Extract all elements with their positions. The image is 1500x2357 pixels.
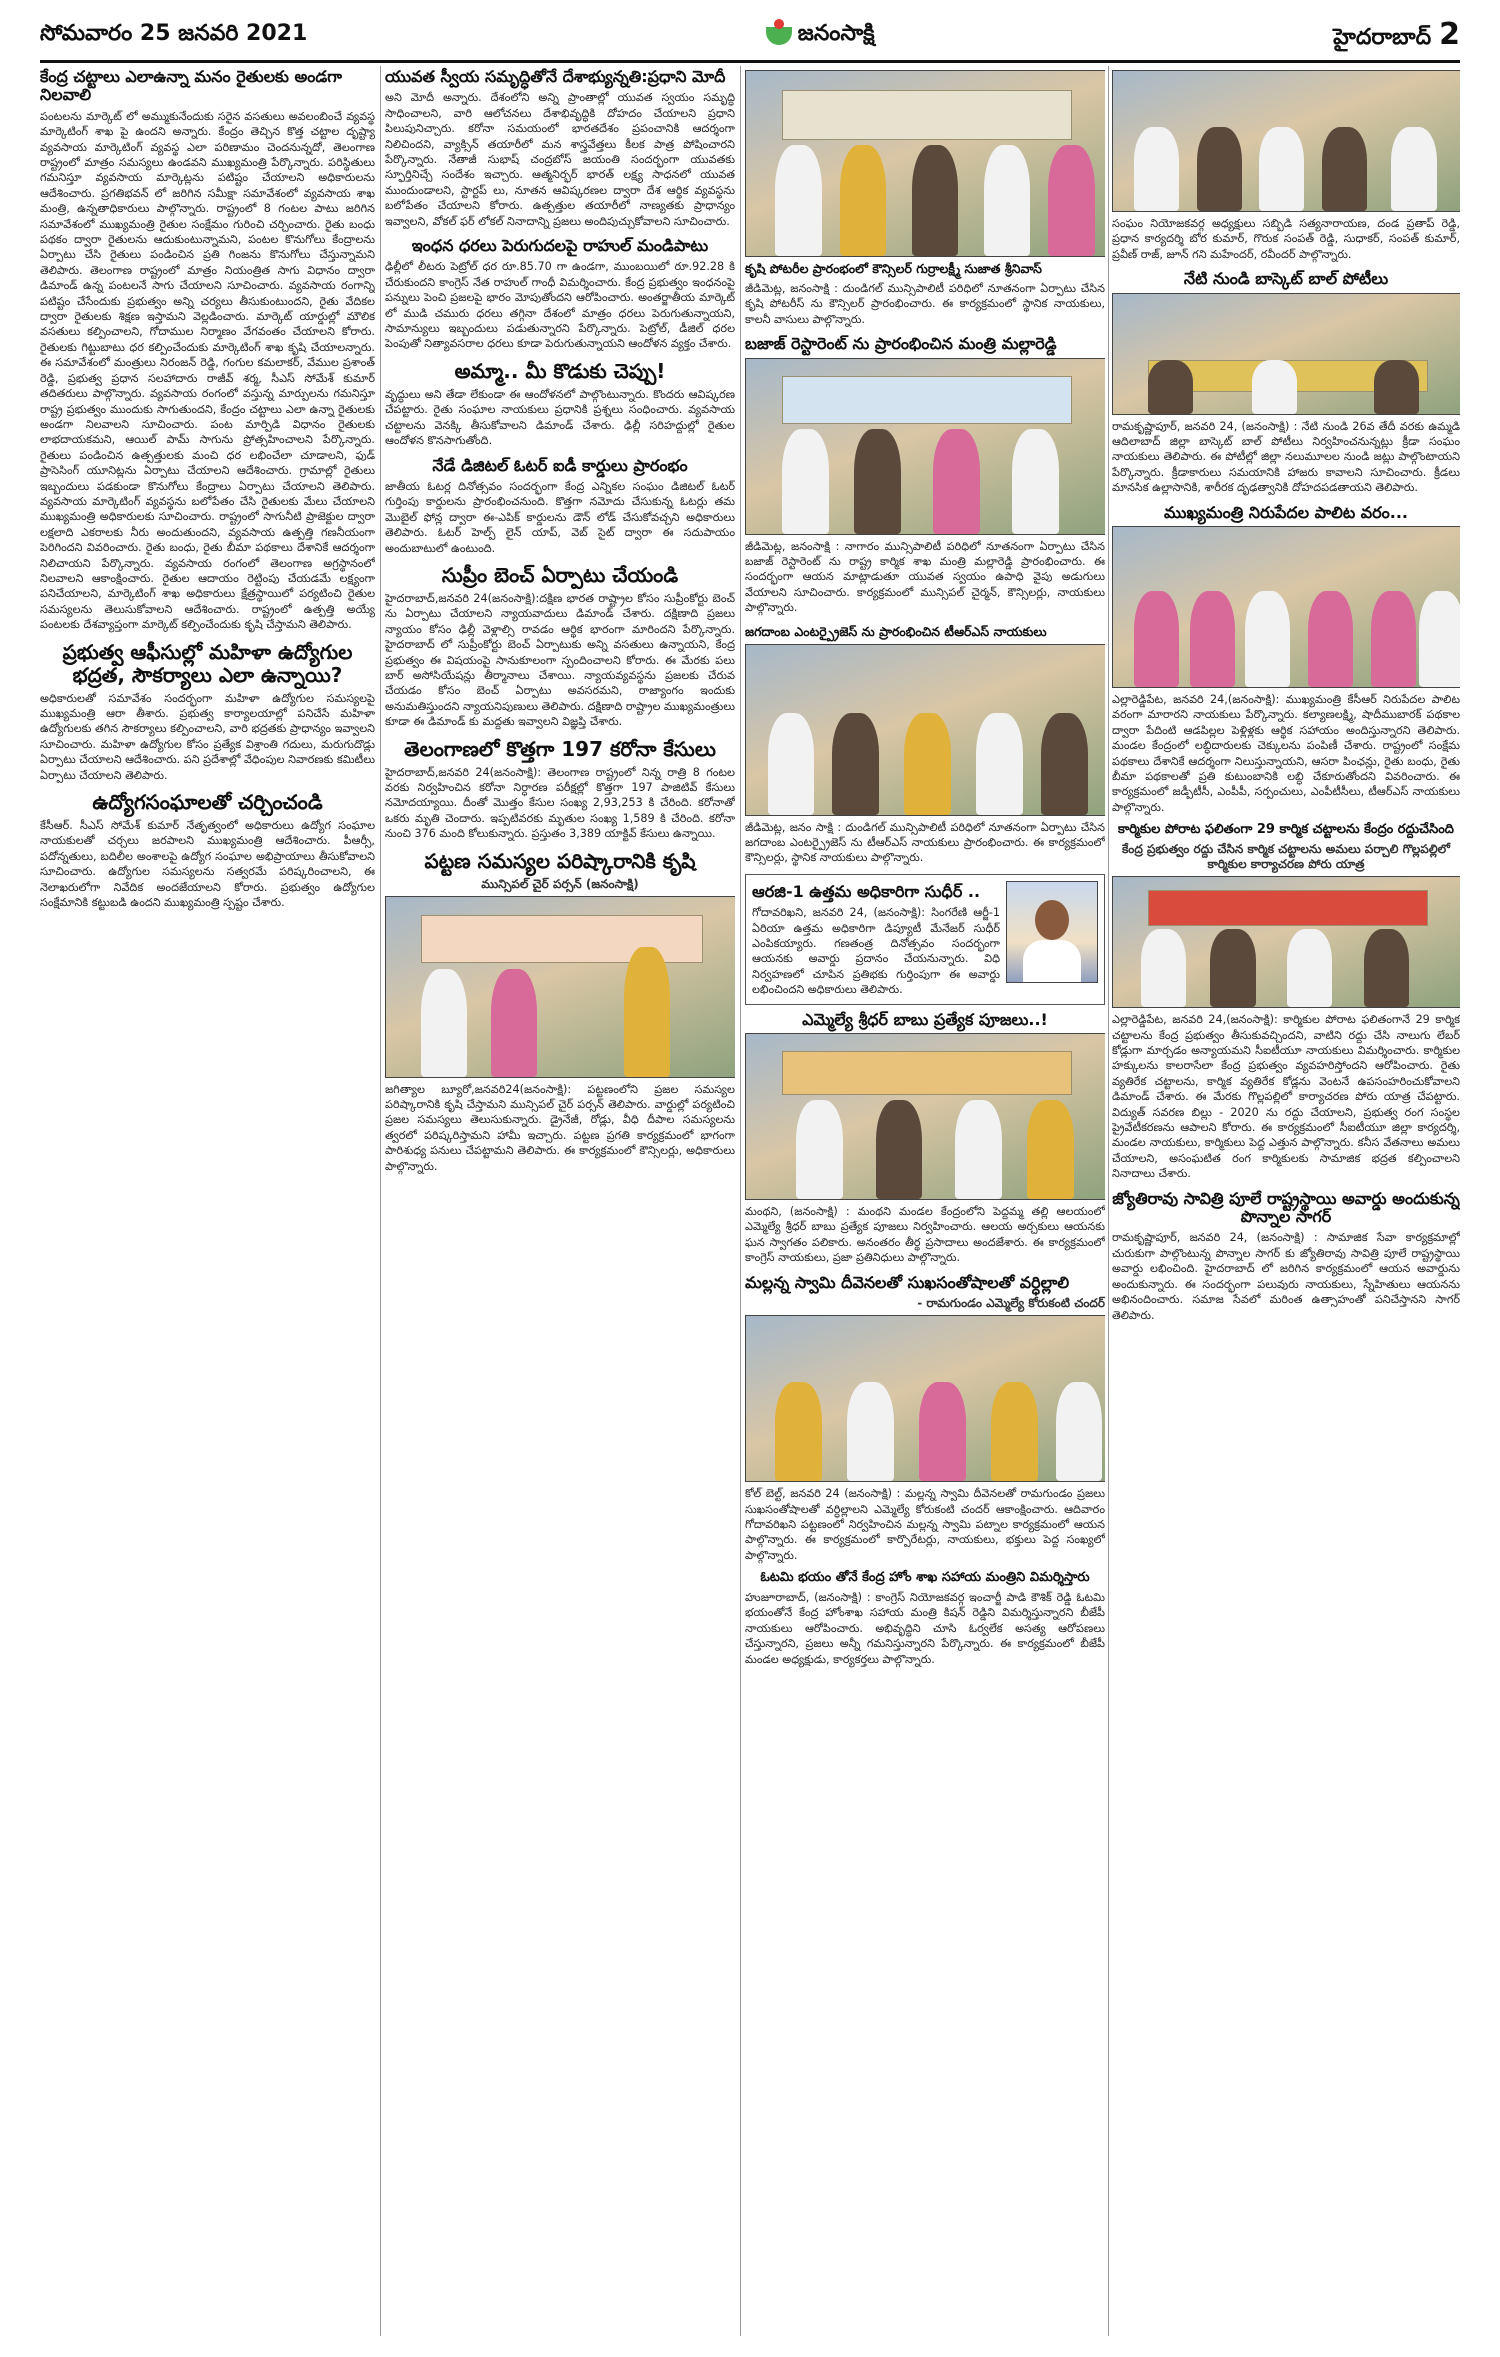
story-headline: బజాజ్ రెస్టారెంట్ ను ప్రారంభించిన మంత్రి మల్లారెడ్డి: [745, 334, 1057, 354]
story-body: ఢిల్లీలో లీటరు పెట్రోల్ ధర రూ.85.70 గా ఉండగా, ముంబయిలో రూ.92.28 కి చేరుకుందని కాంగ్రెస్ నేత రాహుల్ గాంధీ విమర్శించారు. కేంద్ర ప్రభుత్వం ఇంధనంపై పన్నులు పెంచి ప్రజలపై భారం మోపుతోందని ఆరోపించారు. అంతర్జాతీయ మార్కెట్ లో ముడి చమురు ధరలు తగ్గినా దేశంలో మాత్రం ధరలు పెరుగుతున్నాయని, సామాన్యులు ఇబ్బందులు పడుతున్నారని పేర్కొన్నారు. పెట్రోల్, డీజిల్ ధరల పెంపుతో నిత్యావసరాల ధరలు కూడా పెరుగుతున్నాయని ఆందోళన వ్యక్తం చేశారు.: [385, 260, 735, 351]
story-supreme-bench: [385, 564, 735, 730]
column-4: [1112, 66, 1460, 2336]
story-body: జగిత్యాల బ్యూరో,జనవరి24(జనంసాక్షి): పట్టణంలోని ప్రజల సమస్యల పరిష్కారానికి కృషి చేస్తామని మున్సిపల్ చైర్ పర్సన్ తెలిపారు. వార్డుల్లో పర్యటించి ప్రజల సమస్యలు తెలుసుకున్నారు. డ్రైనేజీ, రోడ్లు, వీధి దీపాల సమస్యలను త్వరలో పరిష్కరిస్తామని హామీ ఇచ్చారు. పట్టణ ప్రగతి కార్యక్రమంలో భాగంగా పారిశుధ్య పనులు చేపట్టామని తెలిపారు. ఈ కార్యక్రమంలో కౌన్సిలర్లు, అధికారులు పాల్గొన్నారు.: [385, 1082, 735, 1173]
story-body: హైదరాబాద్,జనవరి 24(జనంసాక్షి):దక్షిణ భారత రాష్ట్రాల కోసం సుప్రీంకోర్టు బెంచ్ ను ఏర్పాటు చేయాలని న్యాయవాదులు డిమాండ్ చేశారు. దక్షిణాది ప్రజలు న్యాయం కోసం ఢిల్లీ వెళ్లాల్సి రావడం ఆర్థిక భారంగా మారిందని పేర్కొన్నారు. హైదరాబాద్ లో సుప్రీంకోర్టు బెంచ్ ఏర్పాటుకు అన్ని వసతులు ఉన్నాయని, కేంద్ర ప్రభుత్వం ఈ విషయంపై సానుకూలంగా స్పందించాలని కోరారు. ఈ మేరకు పలు బార్ అసోసియేషన్లు తీర్మానాలు చేశాయి. న్యాయవ్యవస్థను ప్రజలకు చేరువ చేయడం కోసం బెంచ్ ఏర్పాటు అవసరమని, రాజ్యాంగం ఇందుకు అనుమతిస్తుందని న్యాయనిపుణులు తెలిపారు. దక్షిణాది రాష్ట్రాల ముఖ్యమంత్రులు కూడా ఈ డిమాండ్ కు మద్దతు ఇవ్వాలని విజ్ఞప్తి చేశారు.: [385, 591, 735, 729]
story-body: హుజూరాబాద్, (జనంసాక్షి) : కాంగ్రెస్ నియోజకవర్గ ఇంచార్జీ పాడి కౌశిక్ రెడ్డి ఓటమి భయంతోనే కేంద్ర హోంశాఖ సహాయ మంత్రి కిషన్ రెడ్డిని విమర్శిస్తున్నారని బీజేపీ నాయకులు ఆరోపించారు. అభివృద్ధిని చూసి ఓర్వలేక అసత్య ఆరోపణలు చేస్తున్నారని, ప్రజలు అన్నీ గమనిస్తున్నారని పేర్కొన్నారు. ఈ కార్యక్రమంలో బీజేపీ మండల అధ్యక్షుడు, కార్యకర్తలు పాల్గొన్నారు.: [745, 1591, 1105, 1666]
photo-caption: జగదాంబ ఎంటర్ప్రైజెస్ ను ప్రారంభించిన టీఆర్ఎస్ నాయకులు: [745, 623, 1047, 639]
brand-name: జనంసాక్షి: [797, 21, 875, 46]
story-corona-cases: [385, 738, 735, 842]
story-headline: పట్టణ సమస్యల పరిష్కారానికి కృషి: [424, 848, 696, 873]
story-body: వృద్ధులు అని తేడా లేకుండా ఈ ఆందోళనలో పాల్గొంటున్నారు. కొందరు ఆవిష్కరణ చేపట్టారు. రైతు సంఘాల నాయకులు ప్రధానికి ప్రశ్నలు సంధించారు. వ్యవసాయ చట్టాలను వెనక్కి తీసుకోవాలని డిమాండ్ చేశారు. ఢిల్లీ సరిహద్దుల్లో రైతుల ఆందోళన కొనసాగుతోంది.: [385, 387, 735, 448]
event-photo: [1112, 70, 1460, 212]
event-photo: [745, 358, 1105, 535]
column-2: [385, 66, 735, 2336]
story-body: కేసీఆర్. సీఎస్ సోమేశ్ కుమార్ నేతృత్వంలో అధికారులు ఉద్యోగ సంఘాల నాయకులతో చర్చలు జరపాలని ముఖ్యమంత్రి ఆదేశించారు. పీఆర్సీ, పదోన్నతులు, బదిలీల అంశాలపై ఉద్యోగ సంఘాల అభిప్రాయాలు తీసుకోవాలని సూచించారు. ఉద్యోగుల సమస్యలను సత్వరమే పరిష్కరించాలని, ఈ నెలాఖరులోగా నివేదిక అందజేయాలని కోరారు. ప్రభుత్వం ఉద్యోగుల సంక్షేమానికి కట్టుబడి ఉందని ముఖ్యమంత్రి స్పష్టం చేశారు.: [40, 819, 375, 910]
officer-portrait: [1006, 881, 1098, 983]
edition-city: హైదరాబాద్: [1333, 25, 1432, 50]
page-number: 2: [1439, 17, 1460, 52]
story-headline: ఉద్యోగసంఘాలతో చర్చించండి: [92, 790, 323, 815]
best-officer-box: [745, 874, 1105, 1005]
story-cm-farmers: [40, 68, 375, 633]
event-photo: [745, 70, 1105, 257]
story-employee-unions: [40, 791, 375, 910]
story-headline: యువత స్వీయ సమృద్ధితోనే దేశాభ్యున్నతి:ప్రధాని మోదీ: [385, 67, 726, 86]
story-pm-modi: [385, 68, 735, 229]
story-amma: [385, 360, 735, 449]
story-body: ఎల్లారెడ్డిపేట, జనవరి 24,(జనంసాక్షి): ముఖ్యమంత్రి కేసీఆర్ నిరుపేదల పాలిట వరంగా మారారని నాయకులు పేర్కొన్నారు. కల్యాణలక్ష్మి, షాదీముబారక్ పథకాల ద్వారా పేదింటి ఆడపిల్లల పెళ్లిళ్లకు ఆర్థిక సహాయం అందిస్తున్నారని తెలిపారు. మండల కేంద్రంలో లబ్ధిదారులకు చెక్కులను పంపిణీ చేశారు. రాష్ట్రంలో సంక్షేమ పథకాలు దేశానికే ఆదర్శంగా నిలుస్తున్నాయని, ఆసరా పింఛన్లు, రైతు బంధు, రైతు బీమా పథకాలతో ప్రతి కుటుంబానికి లబ్ధి చేకూరుతోందని వివరించారు. ఈ కార్యక్రమంలో జడ్పీటీసీ, ఎంపీపీ, సర్పంచులు, ఎంపీటీసీలు, టీఆర్ఎస్ నాయకులు పాల్గొన్నారు.: [1112, 693, 1460, 814]
story-town-problems: [385, 850, 735, 1174]
story-union-meeting: [1112, 70, 1460, 262]
story-body: మంథని, (జనంసాక్షి) : మంథని మండల కేంద్రంలోని పెద్దమ్మ తల్లి ఆలయంలో ఎమ్మెల్యే శ్రీధర్ బాబు ప్రత్యేక పూజలు నిర్వహించారు. ఆలయ అర్చకులు ఆయనకు ఘన స్వాగతం పలికారు. అనంతరం తీర్థ ప్రసాదాలు అందజేశారు. ఈ కార్యక్రమంలో కాంగ్రెస్ నాయకులు, ప్రజా ప్రతినిధులు పాల్గొన్నారు.: [745, 1205, 1105, 1265]
story-headline: నేటి నుండి బాస్కెట్ బాల్ పోటీలు: [1183, 269, 1389, 289]
story-body: రామకృష్ణాపూర్, జనవరి 24, (జనంసాక్షి) : సామాజిక సేవా కార్యక్రమాల్లో చురుకుగా పాల్గొంటున్న పొన్నాల సాగర్ కు జ్యోతిరావు సావిత్రి పూలే రాష్ట్రస్థాయి అవార్డు లభించింది. హైదరాబాద్ లో జరిగిన కార్యక్రమంలో ఆయన అవార్డును అందుకున్నారు. ఈ సందర్భంగా పలువురు నాయకులు, స్నేహితులు ఆయనను అభినందించారు. సమాజ సేవలో మరింత ఉత్సాహంతో పనిచేస్తానని సాగర్ తెలిపారు.: [1112, 1231, 1460, 1322]
event-photo: [1112, 876, 1460, 1008]
story-mallanna-swamy: [745, 1274, 1105, 1563]
story-labour-laws: [1112, 823, 1460, 1181]
story-headline: సుప్రీం బెంచ్ ఏర్పాటు చేయండి: [441, 562, 679, 587]
story-headline: ఎమ్మెల్యే శ్రీధర్ బాబు ప్రత్యేక పూజలు..!: [802, 1009, 1048, 1029]
story-body: పంటలను మార్కెట్ లో అమ్ముకునేందుకు సరైన వసతులు అవలంబించే వ్యవస్థ మార్కెటింగ్ శాఖ పై ఉందని అన్నారు. కేంద్రం తెచ్చిన కొత్త చట్టాల దృష్ట్యా వ్యవసాయ మార్కెటింగ్ వ్యవస్థ ఎలా పరిణామం చెందనున్నదో, తెలంగాణ రాష్ట్రంలో మాత్రం సమస్యలు ఉండవని ముఖ్యమంత్రి పేర్కొన్నారు. పరిస్థితులు గమనిస్తూ వ్యవసాయ మార్కెట్లను పటిష్టం చేయాలని అధికారులను ఆదేశించారు. ప్రగతిభవన్ లో జరిగిన సమీక్షా సమావేశంలో వ్యవసాయ శాఖ మంత్రి, ఉన్నతాధికారులు పాల్గొన్నారు. రాష్ట్రంలో 8 గంటల పాటు జరిగిన సమావేశంలో ముఖ్యమంత్రి రైతుల సంక్షేమం గురించి చర్చించారు. రైతు బంధు పథకం ద్వారా రైతులను ఆదుకుంటున్నామని, పంటల కొనుగోలు కేంద్రాలను ఏర్పాటు చేసి రైతులు పండించిన ప్రతి గింజను కొనుగోలు చేస్తున్నామని తెలిపారు. తెలంగాణ రాష్ట్రంలో మాత్రం నియంత్రిత సాగు విధానం ద్వారా డిమాండ్ ఉన్న పంటలనే సాగు చేయాలని సూచించారు. వ్యవసాయ రంగాన్ని పటిష్టం చేసేందుకు ప్రభుత్వం అన్ని చర్యలు తీసుకుంటుందని, రైతు వేదికల ద్వారా రైతులకు శిక్షణ ఇస్తామని వెల్లడించారు. మార్కెట్ యార్డుల్లో మౌలిక వసతులు కల్పించాలని, గోదాముల నిర్మాణం వేగవంతం చేయాలని కోరారు. రైతులకు గిట్టుబాటు ధర కల్పించేందుకు మార్కెటింగ్ శాఖ కృషి చేయాలన్నారు. ఈ సమావేశంలో మంత్రులు నిరంజన్ రెడ్డి, గంగుల కమలాకర్, వేముల ప్రశాంత్ రెడ్డి, ప్రభుత్వ ప్రధాన సలహాదారు రాజీవ్ శర్మ, సీఎస్ సోమేశ్ కుమార్ తదితరులు పాల్గొన్నారు. వ్యవసాయ రంగంలో వస్తున్న మార్పులను గమనిస్తూ రాష్ట్ర ప్రభుత్వం ముందుకు సాగుతుందని, కేంద్రం చట్టాలు ఎలా ఉన్నా రైతులకు అండగా నిలవాలని సూచించారు. పంట మార్పిడి విధానం రైతులకు లాభదాయకమని, ఆయిల్ పామ్ సాగును ప్రోత్సహించాలని పేర్కొన్నారు. రైతులు పండించిన ఉత్పత్తులకు మంచి ధర లభించేలా చూడాలని, ఫుడ్ ప్రాసెసింగ్ యూనిట్లను ఏర్పాటు చేయాలని ఆదేశించారు. గ్రామాల్లో రైతులు ఇబ్బందులు పడకుండా కొనుగోలు కేంద్రాలు ఏర్పాటు చేయాలని తెలిపారు. వ్యవసాయ మార్కెటింగ్ వ్యవస్థను బలోపేతం చేసి రైతులకు మేలు చేయాలని ముఖ్యమంత్రి అధికారులకు సూచించారు. రాష్ట్రంలో సాగునీటి ప్రాజెక్టుల ద్వారా లక్షలాది ఎకరాలకు నీరు అందుతుందని, వ్యవసాయ ఉత్పత్తి గణనీయంగా పెరిగిందని వివరించారు. రైతు బంధు, రైతు బీమా పథకాలు దేశానికే ఆదర్శంగా నిలిచాయని పేర్కొన్నారు. వ్యవసాయ రంగంలో తెలంగాణ అగ్రస్థానంలో నిలవాలని ఆకాంక్షించారు. రైతుల ఆదాయం రెట్టింపు చేయడమే లక్ష్యంగా పనిచేయాలని, మార్కెటింగ్ శాఖ అధికారులు క్షేత్రస్థాయిలో పర్యటించి రైతుల సమస్యలను తెలుసుకోవాలని ఆదేశించారు. రాష్ట్రంలో ఉత్పత్తి అయ్యే పంటలకు దేశవ్యాప్తంగా మార్కెట్ కల్పించేందుకు కృషి చేస్తామని తెలిపారు.: [40, 109, 375, 632]
story-body: జీడిమెట్ల, జనంసాక్షి : నాగారం మున్సిపాలిటీ పరిధిలో నూతనంగా ఏర్పాటు చేసిన బజాజ్ రెస్టారెంట్ ను రాష్ట్ర కార్మిక శాఖ మంత్రి మల్లారెడ్డి ప్రారంభించారు. ఈ సందర్భంగా ఆయన మాట్లాడుతూ యువత స్వయం ఉపాధి వైపు అడుగులు వేయాలని సూచించారు. కార్యక్రమంలో మున్సిపల్ చైర్మన్, కౌన్సిలర్లు, నాయకులు పాల్గొన్నారు.: [745, 539, 1105, 615]
brand-logo: [766, 21, 875, 51]
issue-date: సోమవారం 25 జనవరి 2021: [40, 21, 308, 46]
story-women-employees: [40, 641, 375, 783]
story-mla-pooja: [745, 1011, 1105, 1266]
story-headline: కార్మికుల పోరాట ఫలితంగా 29 కార్మిక చట్టాలను కేంద్రం రద్దుచేసింది: [1118, 822, 1454, 838]
story-digital-voter-id: [385, 457, 735, 556]
story-fuel-prices: [385, 237, 735, 352]
event-photo: [745, 1315, 1105, 1482]
column-divider: [740, 66, 741, 2336]
story-cm-boon: [1112, 504, 1460, 816]
story-body: సంఘం నియోజకవర్గ అధ్యక్షులు సబ్బిడి సత్యనారాయణ, దండ ప్రతాప్ రెడ్డి, ప్రధాన కార్యదర్శి బోర కుమార్, గొరుక సంపత్ రెడ్డి, సుధాకర్, సంపత్ కుమార్, ప్రవీణ్ రాజ్, జూన్ గని మహేందర్, రవీందర్ పాల్గొన్నారు.: [1112, 217, 1460, 261]
column-divider: [380, 66, 381, 2336]
story-headline: ముఖ్యమంత్రి నిరుపేదల పాలిట వరం...: [1163, 502, 1409, 522]
story-headline: ఆరజి-1 ఉత్తమ అధికారిగా సుధీర్ ..: [752, 881, 981, 901]
story-body: ఎల్లారెడ్డిపేట, జనవరి 24,(జనంసాక్షి): కార్మికుల పోరాట ఫలితంగానే 29 కార్మిక చట్టాలను కేంద్ర ప్రభుత్వం తీసుకువచ్చిందని, వాటిని రద్దు చేసి నాలుగు లేబర్ కోడ్లుగా మార్చడం అన్యాయమని సీఐటీయూ నాయకులు విమర్శించారు. కార్మికుల హక్కులను కాలరాసేలా కేంద్ర ప్రభుత్వం వ్యవహరిస్తోందని ఆరోపించారు. రైతు వ్యతిరేక చట్టాలను, కార్మిక వ్యతిరేక కోడ్లను వెంటనే ఉపసంహరించుకోవాలని డిమాండ్ చేశారు. ఈ మేరకు గొల్లపల్లిలో కార్యాచరణ పోరు యాత్ర చేపట్టారు. విద్యుత్ సవరణ బిల్లు - 2020 ను రద్దు చేయాలని, ప్రభుత్వ రంగ సంస్థల ప్రైవేటీకరణను ఆపాలని కోరారు. ఈ కార్యక్రమంలో సీఐటీయూ జిల్లా కార్యదర్శి, మండల నాయకులు, కార్మికులు పెద్ద ఎత్తున పాల్గొన్నారు. కనీస వేతనాలు అమలు చేయాలని, అసంఘటిత రంగ కార్మికులకు సామాజిక భద్రత కల్పించాలని నినాదాలు చేశారు.: [1112, 1013, 1460, 1181]
story-phule-award: [1112, 1190, 1460, 1323]
story-body: అధికారులతో సమావేశం సందర్భంగా మహిళా ఉద్యోగుల సమస్యలపై ముఖ్యమంత్రి ఆరా తీశారు. ప్రభుత్వ కార్యాలయాల్లో పనిచేసే మహిళా ఉద్యోగులకు తగిన సౌకర్యాలు కల్పించాలని, వారి భద్రతకు ప్రాధాన్యం ఇవ్వాలని సూచించారు. మహిళా ఉద్యోగుల కోసం ప్రత్యేక విశ్రాంతి గదులు, మరుగుదొడ్లు ఏర్పాటు చేయాలని ఆదేశించారు. పని ప్రదేశాల్లో వేధింపుల నివారణకు కమిటీలు ఏర్పాటు చేయాలని తెలిపారు.: [40, 691, 375, 782]
story-headline: తెలంగాణలో కొత్తగా 197 కరోనా కేసులు: [404, 736, 716, 761]
masthead-rule: [40, 60, 1460, 63]
story-headline: ఓటమి భయం తోనే కేంద్ర హోం శాఖ సహాయ మంత్రిని విమర్శిస్తారు: [760, 1570, 1090, 1586]
story-body: రామకృష్ణాపూర్, జనవరి 24, (జనంసాక్షి) : నేటి నుండి 26వ తేదీ వరకు ఉమ్మడి ఆదిలాబాద్ జిల్లా బాస్కెట్ బాల్ పోటీలు నిర్వహించనున్నట్లు క్రీడా సంఘం నాయకులు తెలిపారు. ఈ పోటీల్లో జిల్లా నలుమూలల నుండి జట్లు పాల్గొంటాయని పేర్కొన్నారు. క్రీడాకారులు సమయానికి హాజరు కావాలని సూచించారు. క్రీడలు మానసిక ఉల్లాసానికి, శారీరక దృఢత్వానికి దోహదపడతాయని తెలిపారు.: [1112, 419, 1460, 495]
story-headline: మల్లన్న స్వామి దీవెనలతో సుఖసంతోషాలతో వర్ధిల్లాలి: [745, 1272, 1070, 1292]
story-byline: - రామగుండం ఎమ్మెల్యే కోరుకంటి చందర్: [917, 1296, 1105, 1311]
story-headline: కేంద్ర చట్టాలు ఎలాఉన్నా మనం రైతులకు అండగా నిలవాలి: [40, 67, 342, 105]
story-headline: నేడే డిజిటల్ ఓటర్ ఐడీ కార్డులు ప్రారంభం: [432, 455, 688, 475]
story-body: కోల్ బెల్ట్, జనవరి 24 (జనంసాక్షి) : మల్లన్న స్వామి దీవెనలతో రామగుండం ప్రజలు సుఖసంతోషాలతో వర్ధిల్లాలని ఎమ్మెల్యే కోరుకంటి చందర్ ఆకాంక్షించారు. ఆదివారం గోదావరిఖని పట్టణంలో నిర్వహించిన మల్లన్న స్వామి పట్నాల కార్యక్రమంలో ఆయన పాల్గొన్నారు. ఈ కార్యక్రమంలో కార్పొరేటర్లు, నాయకులు, భక్తులు పెద్ద సంఖ్యలో పాల్గొన్నారు.: [745, 1487, 1105, 1562]
story-bajaj-restaurant: [745, 335, 1105, 615]
brand-mark-icon: [766, 27, 792, 45]
event-photo: [385, 896, 735, 1078]
column-3: [745, 66, 1105, 2336]
event-photo: [1112, 526, 1460, 688]
story-body: హైదరాబాద్,జనవరి 24(జనంసాక్షి): తెలంగాణ రాష్ట్రంలో నిన్న రాత్రి 8 గంటల వరకు నిర్వహించిన కరోనా నిర్ధారణ పరీక్షల్లో కొత్తగా 197 పాజిటివ్ కేసులు నమోదయ్యాయి. దీంతో మొత్తం కేసుల సంఖ్య 2,93,253 కి చేరింది. కరోనాతో ఒకరు మృతి చెందారు. ఇప్పటివరకు మృతుల సంఖ్య 1,589 కి చేరింది. కరోనా నుంచి 376 మంది కోలుకున్నారు. ప్రస్తుతం 3,389 యాక్టివ్ కేసులు ఉన్నాయి.: [385, 765, 735, 841]
story-headline: అమ్మా.. మీ కొడుకు చెప్పు!: [454, 358, 666, 383]
story-body: జాతీయ ఓటర్ల దినోత్సవం సందర్భంగా కేంద్ర ఎన్నికల సంఘం డిజిటల్ ఓటర్ గుర్తింపు కార్డులను ప్రారంభించనుంది. కొత్తగా నమోదు చేసుకున్న ఓటర్లు తమ మొబైల్ ఫోన్ల ద్వారా ఈ-ఎపిక్ కార్డులను డౌన్ లోడ్ చేసుకోవచ్చని అధికారులు తెలిపారు. ఓటర్ హెల్ప్ లైన్ యాప్, వెబ్ సైట్ ద్వారా ఈ సదుపాయం అందుబాటులో ఉంటుంది.: [385, 479, 735, 555]
event-photo: [1112, 293, 1460, 415]
edition-info: [1333, 17, 1460, 55]
photo-caption: కృషి పోటరీల ప్రారంభంలో కౌన్సిలర్ గుర్రాలక్ష్మీ సుజాత శ్రీనివాస్: [745, 261, 1042, 276]
story-byline: మున్సిపల్ చైర్ పర్సన్ (జనంసాక్షి): [481, 876, 639, 891]
story-body: జీడిమెట్ల, జనం సాక్షి : దుండిగల్ మున్సిపాలిటీ పరిధిలో నూతనంగా ఏర్పాటు చేసిన జగదాంబ ఎంటర్ప్రైజెస్ ను టీఆర్ఎస్ నాయకులు ప్రారంభించారు. ఈ కార్యక్రమంలో కౌన్సిలర్లు, స్థానిక నాయకులు పాల్గొన్నారు.: [745, 820, 1105, 865]
event-photo: [745, 644, 1105, 816]
story-headline: ప్రభుత్వ ఆఫీసుల్లో మహిళా ఉద్యోగుల భద్రత, సౌకర్యాలు ఎలా ఉన్నాయి?: [62, 639, 353, 687]
story-body: జీడిమెట్ల, జనంసాక్షి : దుండిగల్ మున్సిపాలిటీ పరిధిలో నూతనంగా ఏర్పాటు చేసిన కృషి పోటరీస్ ను కౌన్సిలర్ ప్రారంభించారు. ఈ కార్యక్రమంలో స్థానిక నాయకులు, కాలనీ వాసులు పాల్గొన్నారు.: [745, 282, 1105, 326]
story-krishi-pottery: [745, 70, 1105, 327]
story-subhead: కేంద్ర ప్రభుత్వం రద్దు చేసిన కార్మిక చట్టాలను అమలు పర్చాలి గొల్లపల్లిలో కార్మికుల కార్యాచరణ పోరు యాత్ర: [1122, 842, 1450, 872]
story-body: గోదావరిఖని, జనవరి 24, (జనంసాక్షి): సింగరేణి ఆర్జీ-1 ఏరియా ఉత్తమ అధికారిగా డిప్యూటీ మేనేజర్ సుధీర్ ఎంపికయ్యారు. గణతంత్ర దినోత్సవం సందర్భంగా ఆయనకు అవార్డు ప్రదానం చేయనున్నారు. విధి నిర్వహణలో చూపిన ప్రతిభకు గుర్తింపుగా ఈ అవార్డు లభించిందని అధికారులు తెలిపారు.: [752, 906, 1000, 997]
story-basketball: [1112, 270, 1460, 495]
story-headline: జ్యోతిరావు సావిత్రి పూలే రాష్ట్రస్థాయి అవార్డు అందుకున్న పొన్నాల సాగర్: [1112, 1188, 1460, 1227]
column-divider: [1108, 66, 1109, 2336]
story-jagadamba: [745, 624, 1105, 866]
event-photo: [745, 1033, 1105, 1200]
story-headline: ఇంధన ధరలు పెరుగుదలపై రాహుల్ మండిపాటు: [411, 236, 709, 256]
story-body: అని మోదీ అన్నారు. దేశంలోని అన్ని ప్రాంతాల్లో యువత స్వయం సమృద్ధి సాధించాలని, వారి ఆలోచనలు దేశాభివృద్ధికి దోహదం చేయాలని ప్రధాని పిలుపునిచ్చారు. కరోనా సమయంలో భారతదేశం ప్రపంచానికి ఆదర్శంగా నిలిచిందని, వ్యాక్సిన్ తయారీలో మన శాస్త్రవేత్తలు కీలక పాత్ర పోషించారని పేర్కొన్నారు. నేతాజీ సుభాష్ చంద్రబోస్ జయంతి సందర్భంగా యువతకు స్ఫూర్తినిచ్చే సందేశం ఇచ్చారు. ఆత్మనిర్భర్ భారత్ లక్ష్య సాధనలో యువత ముందుండాలని, స్టార్టప్ లు, నూతన ఆవిష్కరణల ద్వారా దేశ ఆర్థిక వ్యవస్థను బలోపేతం చేయాలని కోరారు. ఉత్పత్తుల తయారీలో నాణ్యతకు ప్రాధాన్యం ఇవ్వాలని, వోకల్ ఫర్ లోకల్ నినాదాన్ని ప్రజలు అందిపుచ్చుకోవాలని సూచించారు.: [385, 91, 735, 228]
story-home-minister: [745, 1571, 1105, 1667]
column-1: [40, 66, 375, 2336]
masthead: [40, 14, 1460, 58]
